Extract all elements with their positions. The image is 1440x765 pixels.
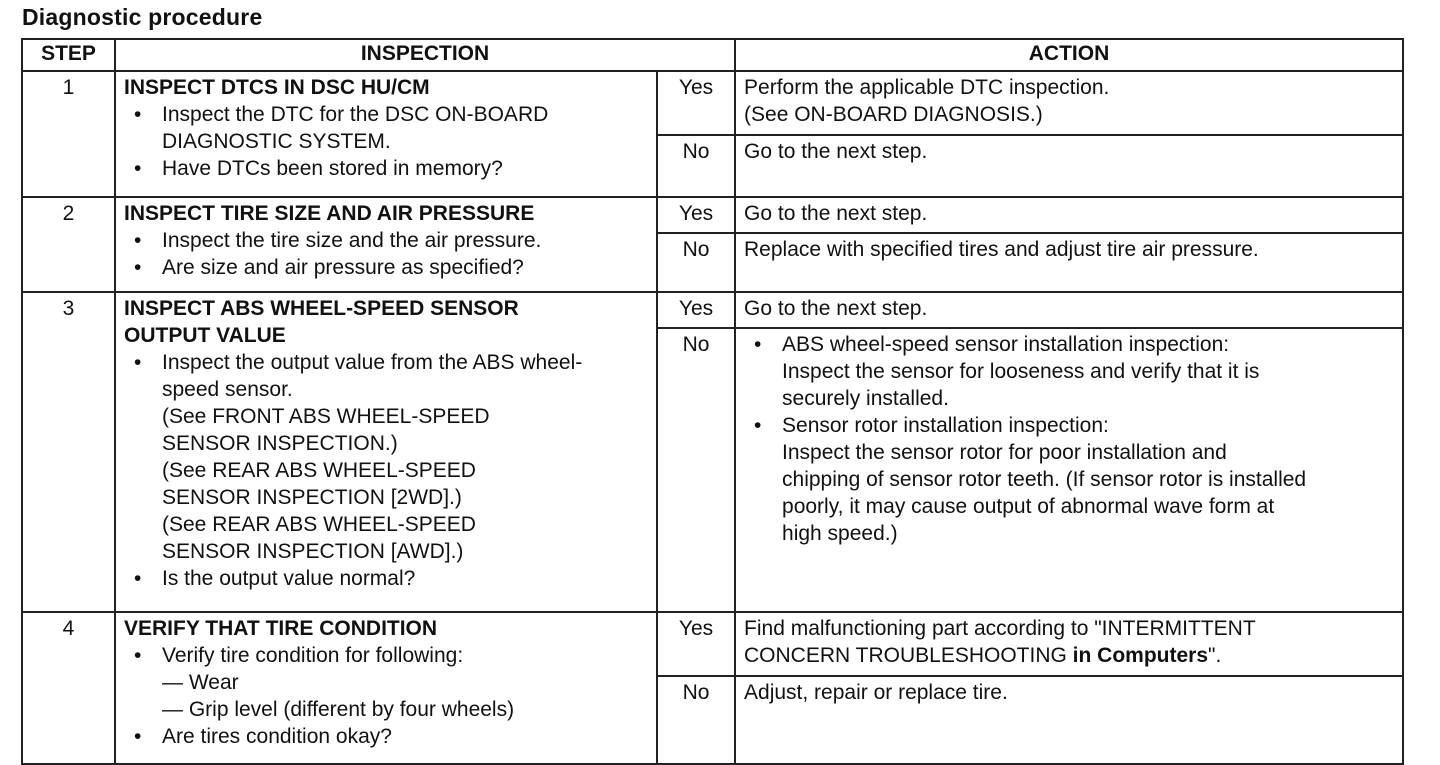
action-line: Inspect the sensor rotor for poor installation and (782, 441, 1227, 464)
inspection-bullet: • Inspect the DTC for the DSC ON-BOARD DIAGNOSTIC SYSTEM. (124, 101, 650, 155)
no-action: Adjust, repair or replace tire. (735, 676, 1403, 764)
action-bullet (744, 412, 1394, 547)
action-line: high speed.) (782, 522, 898, 545)
no-label: No (657, 676, 735, 764)
inspection-bullet: • Is the output value normal? (124, 565, 650, 592)
header-action: ACTION (735, 39, 1403, 71)
step-inspection (115, 292, 657, 612)
yes-action: Go to the next step. (735, 197, 1403, 233)
yes-action: Go to the next step. (735, 292, 1403, 328)
inspection-bullet: • Are tires condition okay? (124, 723, 650, 750)
step-number: 2 (22, 197, 115, 292)
yes-label: Yes (657, 71, 735, 135)
step-number: 4 (22, 612, 115, 764)
diagnostic-table (21, 38, 1404, 765)
no-action (735, 328, 1403, 612)
inspection-bullet (124, 349, 650, 565)
header-inspection: INSPECTION (115, 39, 735, 71)
action-line: • ABS wheel-speed sensor installation inspection: (782, 333, 1230, 356)
action-line: (See ON-BOARD DIAGNOSIS.) (744, 103, 1043, 126)
step-heading: INSPECT TIRE SIZE AND AIR PRESSURE (124, 202, 535, 225)
action-text: ". (1208, 644, 1222, 667)
inspection-bullet: • Are size and air pressure as specified? (124, 254, 650, 281)
step-heading: VERIFY THAT TIRE CONDITION (124, 617, 438, 640)
no-label: No (657, 328, 735, 612)
table-row (22, 197, 1403, 233)
bullet-line: — Wear (162, 671, 239, 694)
table-header-row (22, 39, 1403, 71)
action-line: poorly, it may cause output of abnormal wave form at (782, 495, 1275, 518)
bullet-line: (See FRONT ABS WHEEL-SPEED (162, 405, 490, 428)
action-line: chipping of sensor rotor teeth. (If sensor rotor is installed (782, 468, 1307, 491)
header-step: STEP (22, 39, 115, 71)
inspection-bullet: • Have DTCs been stored in memory? (124, 155, 650, 182)
action-bullet (744, 331, 1394, 412)
yes-label: Yes (657, 292, 735, 328)
bullet-line: • Verify tire condition for following: (162, 644, 464, 667)
action-line: securely installed. (782, 387, 949, 410)
bullet-line: SENSOR INSPECTION [AWD].) (162, 540, 464, 563)
action-line: Perform the applicable DTC inspection. (744, 76, 1110, 99)
no-label: No (657, 135, 735, 197)
step-heading: INSPECT DTCS IN DSC HU/CM (124, 76, 430, 99)
page-title: Diagnostic procedure (22, 4, 263, 30)
step-number: 1 (22, 71, 115, 197)
bullet-line: SENSOR INSPECTION.) (162, 432, 398, 455)
action-line: Inspect the sensor for looseness and verify that it is (782, 360, 1260, 383)
bullet-line: (See REAR ABS WHEEL-SPEED (162, 513, 476, 536)
heading-line: OUTPUT VALUE (124, 324, 286, 347)
bullet-line: speed sensor. (162, 378, 293, 401)
action-text: CONCERN TROUBLESHOOTING (744, 644, 1073, 667)
table-row (22, 612, 1403, 676)
inspection-bullet: • Inspect the tire size and the air pressure. (124, 227, 650, 254)
bullet-line: (See REAR ABS WHEEL-SPEED (162, 459, 476, 482)
action-line: • Sensor rotor installation inspection: (782, 414, 1109, 437)
table-row (22, 71, 1403, 135)
bullet-line: SENSOR INSPECTION [2WD].) (162, 486, 462, 509)
bullet-line: • Inspect the output value from the ABS wheel- (162, 351, 583, 374)
action-line: Find malfunctioning part according to "INTERMITTENT (744, 617, 1256, 640)
inspection-bullet (124, 642, 650, 723)
bullet-line: — Grip level (different by four wheels) (162, 698, 515, 721)
step-inspection (115, 612, 657, 764)
heading-line: INSPECT ABS WHEEL-SPEED SENSOR (124, 297, 519, 320)
step-inspection (115, 197, 657, 292)
no-label: No (657, 233, 735, 292)
table-row (22, 292, 1403, 328)
yes-action (735, 612, 1403, 676)
no-action: Replace with specified tires and adjust tire air pressure. (735, 233, 1403, 292)
no-action: Go to the next step. (735, 135, 1403, 197)
yes-label: Yes (657, 197, 735, 233)
step-heading (124, 295, 650, 349)
step-number: 3 (22, 292, 115, 612)
action-line (744, 642, 1394, 669)
yes-action (735, 71, 1403, 135)
action-text-bold: in Computers (1072, 644, 1209, 667)
yes-label: Yes (657, 612, 735, 676)
step-inspection (115, 71, 657, 197)
